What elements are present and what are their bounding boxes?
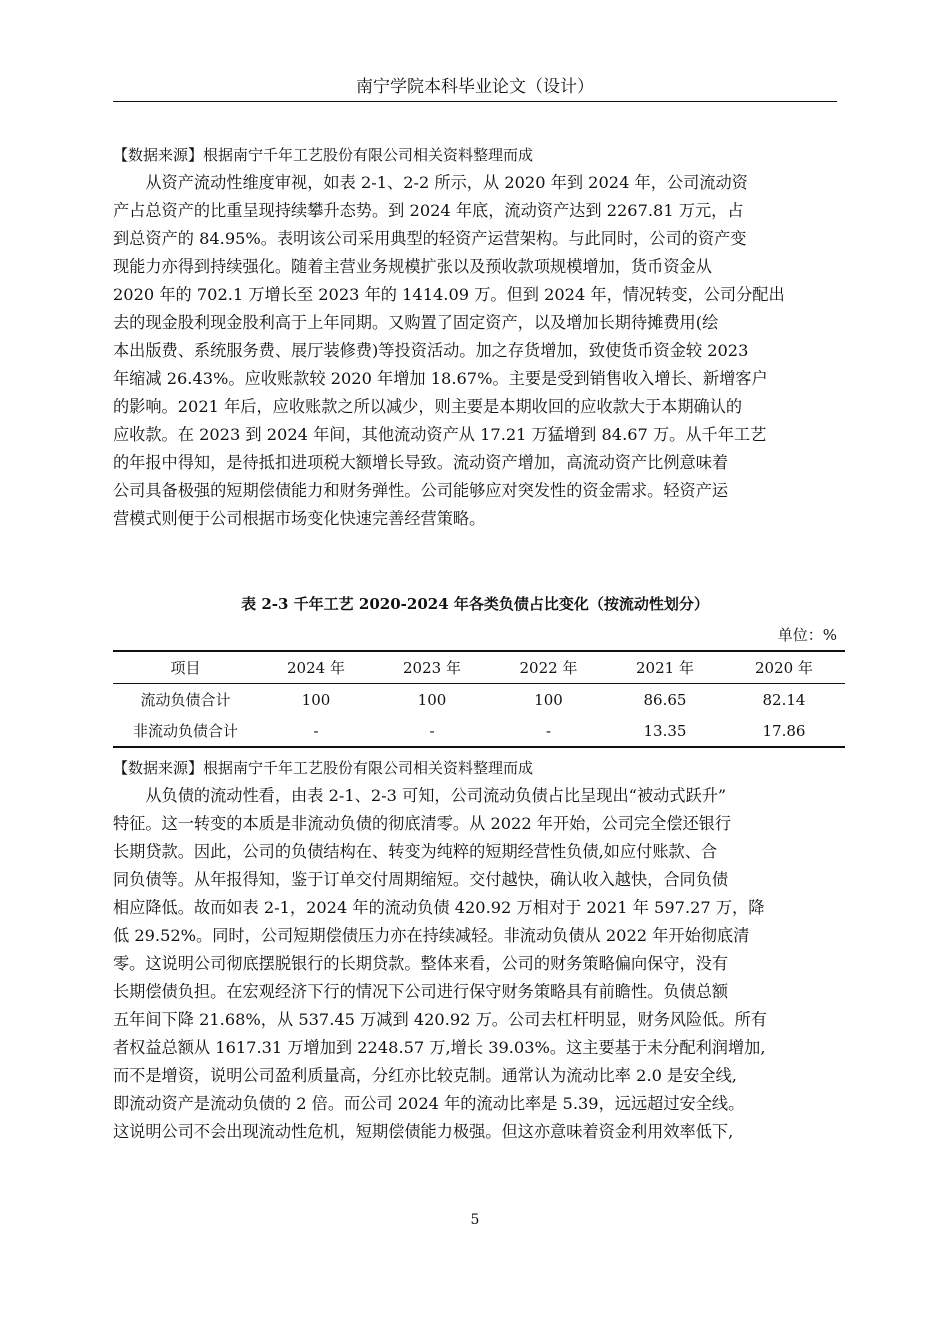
- header-cell: 2024 年: [287, 659, 345, 677]
- text-line: 年缩减 26.43%。应收账款较 2020 年增加 18.67%。主要是受到销售收入增长、新增客户: [113, 369, 768, 388]
- table-cell: 82.14: [762, 690, 806, 709]
- text-line: 即流动资产是流动负债的 2 倍。而公司 2024 年的流动比率是 5.39，远远超过安全线。: [113, 1094, 745, 1113]
- text-line: 这说明公司不会出现流动性危机，短期偿债能力极强。但这亦意味着资金利用效率低下,: [113, 1122, 734, 1141]
- table-cell: 86.65: [643, 690, 687, 709]
- text-line: 产占总资产的比重呈现持续攀升态势。到 2024 年底，流动资产达到 2267.81 万元，占: [113, 201, 744, 220]
- text-line: 现能力亦得到持续强化。随着主营业务规模扩张以及预收款项规模增加，货币资金从: [113, 257, 712, 276]
- text-line: 低 29.52%。同时，公司短期偿债压力亦在持续减轻。非流动负债从 2022 年开始彻底清: [113, 926, 750, 945]
- text-line: 的年报中得知，是待抵扣进项税大额增长导致。流动资产增加，高流动资产比例意味着: [113, 453, 729, 472]
- text-line: 的影响。2021 年后，应收账款之所以减少，则主要是本期收回的应收款大于本期确认的: [113, 397, 743, 416]
- table-unit: 单位：%: [777, 626, 837, 644]
- table-cell: -: [313, 721, 319, 740]
- table-cell: 100: [417, 690, 447, 709]
- text-line: 相应降低。故而如表 2-1，2024 年的流动负债 420.92 万相对于 2021 年 597.27 万，降: [113, 898, 765, 917]
- text-line: 2020 年的 702.1 万增长至 2023 年的 1414.09 万。但到 2024 年，情况转变，公司分配出: [113, 285, 785, 304]
- text-line: 到总资产的 84.95%。表明该公司采用典型的轻资产运营架构。与此同时，公司的资产变: [113, 229, 747, 248]
- text-line: 长期偿债负担。在宏观经济下行的情况下公司进行保守财务策略具有前瞻性。负债总额: [113, 982, 729, 1001]
- table-cell: -: [545, 721, 552, 740]
- table-row: [113, 715, 845, 747]
- paragraph-liability-liquidity: [113, 782, 837, 1146]
- text-line: 本出版费、系统服务费、展厅装修费)等投资活动。加之存货增加，致使货币资金较 2023: [113, 341, 749, 360]
- liability-share-table: [113, 650, 845, 748]
- table-header-row: [113, 651, 845, 684]
- text-line: 应收款。在 2023 到 2024 年间，其他流动资产从 17.21 万猛增到 84.67 万。从千年工艺: [113, 425, 767, 444]
- table-cell: 100: [301, 690, 331, 709]
- text-line: 特征。这一转变的本质是非流动负债的彻底清零。从 2022 年开始，公司完全偿还银行: [113, 814, 732, 833]
- table-cell: 13.35: [643, 721, 687, 740]
- paragraph-asset-liquidity: [113, 169, 837, 533]
- table-cell: 17.86: [762, 721, 806, 740]
- text-line: 从资产流动性维度审视，如表 2-1、2-2 所示，从 2020 年到 2024 年，公司流动资: [113, 173, 748, 192]
- table-cell: 非流动负债合计: [132, 722, 238, 740]
- text-line: 营模式则便于公司根据市场变化快速完善经营策略。: [113, 509, 486, 528]
- text-line: 从负债的流动性看，由表 2-1、2-3 可知，公司流动负债占比呈现出“被动式跃升”: [113, 786, 727, 805]
- text-line: 去的现金股利现金股利高于上年同期。又购置了固定资产，以及增加长期待摊费用(绘: [113, 313, 719, 332]
- text-line: 五年间下降 21.68%，从 537.45 万减到 420.92 万。公司去杠杆明显，财务风险低。所有: [113, 1010, 767, 1029]
- text-line: 同负债等。从年报得知，鉴于订单交付周期缩短。交付越快，确认收入越快，合同负债: [113, 870, 729, 889]
- source-note-bottom: 【数据来源】根据南宁千年工艺股份有限公司相关资料整理而成: [113, 759, 534, 777]
- table-cell: -: [429, 721, 435, 740]
- table-cell: 100: [534, 690, 563, 709]
- text-line: 公司具备极强的短期偿债能力和财务弹性。公司能够应对突发性的资金需求。轻资产运: [113, 481, 729, 500]
- header-cell: 2021 年: [636, 659, 694, 677]
- text-line: 零。这说明公司彻底摆脱银行的长期贷款。整体来看，公司的财务策略偏向保守，没有: [113, 954, 729, 973]
- source-note-top: 【数据来源】根据南宁千年工艺股份有限公司相关资料整理而成: [113, 146, 534, 164]
- table-row: [113, 684, 845, 716]
- header-cell: 2023 年: [403, 659, 461, 677]
- running-header: 南宁学院本科毕业论文（设计）: [356, 77, 594, 97]
- text-line: 者权益总额从 1617.31 万增加到 2248.57 万,增长 39.03%。这主要基于未分配利润增加,: [113, 1038, 766, 1057]
- table-cell: 流动负债合计: [140, 691, 231, 709]
- header-cell: 项目: [170, 659, 201, 677]
- header-rule: [113, 101, 837, 102]
- table-caption: 表 2-3 千年工艺 2020-2024 年各类负债占比变化（按流动性划分）: [241, 595, 709, 613]
- text-line: 而不是增资，说明公司盈利质量高，分红亦比较克制。通常认为流动比率 2.0 是安全线,: [113, 1066, 737, 1085]
- header-cell: 2022 年: [519, 659, 578, 677]
- page-number: 5: [470, 1212, 480, 1228]
- header-cell: 2020 年: [755, 659, 813, 677]
- text-line: 长期贷款。因此，公司的负债结构在、转变为纯粹的短期经营性负债,如应付账款、合: [113, 842, 718, 861]
